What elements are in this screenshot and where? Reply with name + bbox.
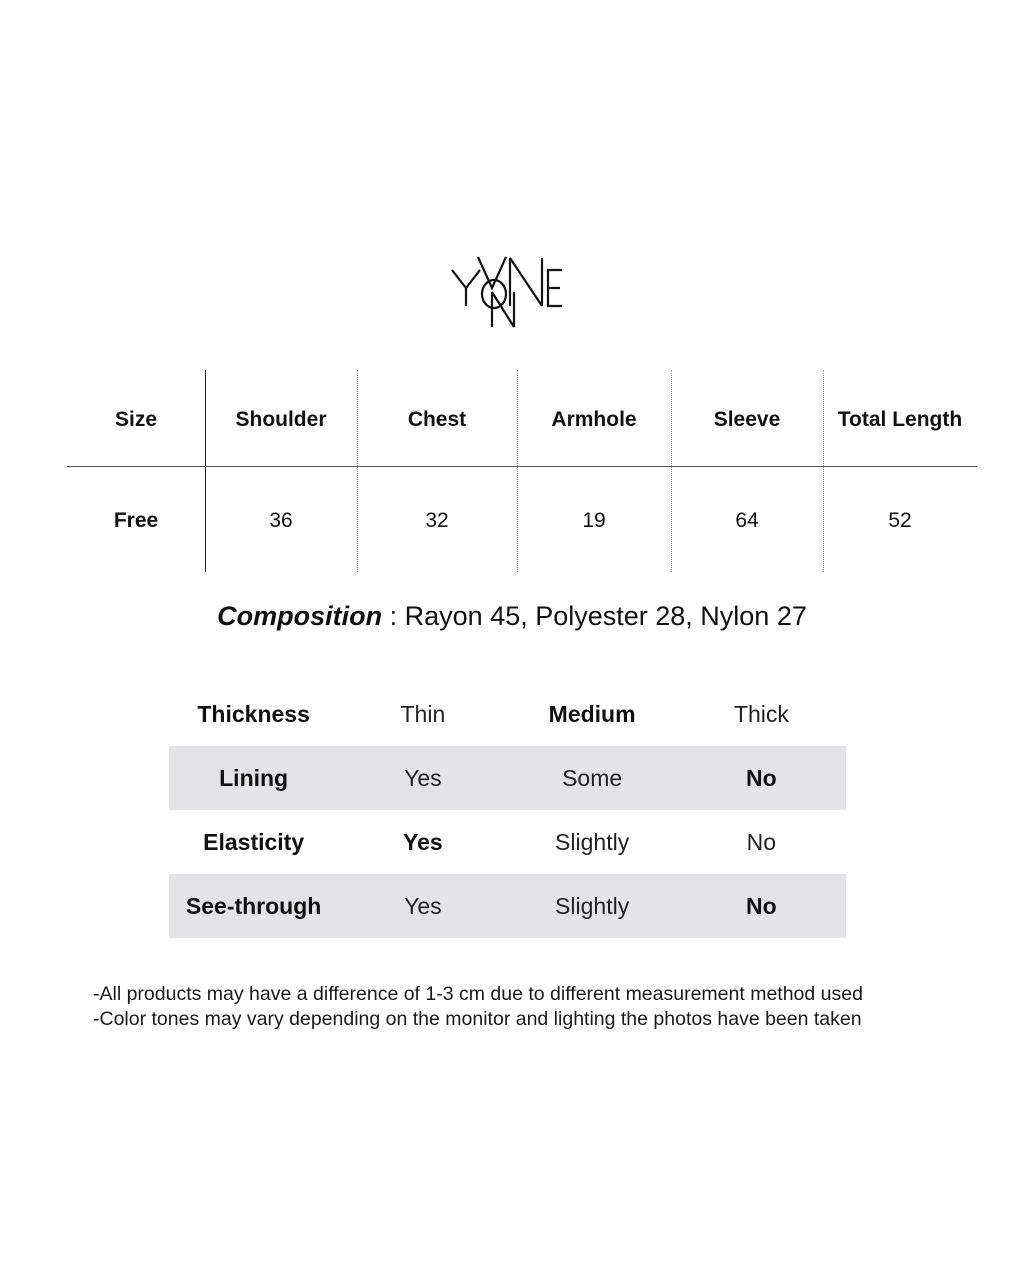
fabric-option: Thick [733,701,789,727]
fabric-row-elasticity [169,810,846,874]
yvonne-monogram-logo-icon [448,252,574,332]
fabric-option: Yes [404,893,442,919]
fabric-option-selected: No [746,893,777,919]
composition-label: Composition [217,601,383,631]
header-total-length: Total Length [837,408,963,431]
composition-separator: : [382,601,405,631]
disclaimer-note: -Color tones may vary depending on the monitor and lighting the photos have been taken [93,1008,862,1030]
fabric-option-selected: No [746,765,777,791]
disclaimer-notes [93,982,953,1032]
size-column-divider [205,370,206,572]
fabric-label: Elasticity [203,829,305,855]
composition-line [0,596,1024,636]
fabric-properties-table [169,682,846,938]
brand-logo [448,252,574,332]
fabric-label: Lining [219,765,289,791]
fabric-option: Thin [400,701,446,727]
disclaimer-note: -All products may have a difference of 1-3 cm due to different measurement method used [93,983,863,1005]
column-divider [823,370,824,572]
header-shoulder: Shoulder [235,408,327,431]
column-divider [671,370,672,572]
size-chart-table [67,370,977,572]
sleeve-value: 64 [735,509,759,532]
fabric-option-selected: Medium [548,701,636,727]
composition-value: Rayon 45, Polyester 28, Nylon 27 [404,601,807,631]
fabric-option: Slightly [555,829,630,855]
chest-value: 32 [425,509,449,532]
size-value: Free [113,509,159,532]
header-armhole: Armhole [551,408,637,431]
shoulder-value: 36 [269,509,293,532]
fabric-option-selected: Yes [403,829,443,855]
fabric-row-thickness [169,682,846,746]
fabric-row-lining [169,746,846,810]
column-divider [357,370,358,572]
total-length-value: 52 [888,509,912,532]
header-size: Size [114,408,158,431]
header-chest: Chest [407,408,467,431]
armhole-value: 19 [582,509,606,532]
fabric-option: No [746,829,777,855]
fabric-label: See-through [185,893,322,919]
fabric-row-see-through [169,874,846,938]
fabric-label: Thickness [197,701,310,727]
header-sleeve: Sleeve [713,408,781,431]
fabric-option: Some [562,765,623,791]
header-divider [67,466,977,467]
column-divider [517,370,518,572]
fabric-option: Slightly [555,893,630,919]
fabric-option: Yes [404,765,442,791]
